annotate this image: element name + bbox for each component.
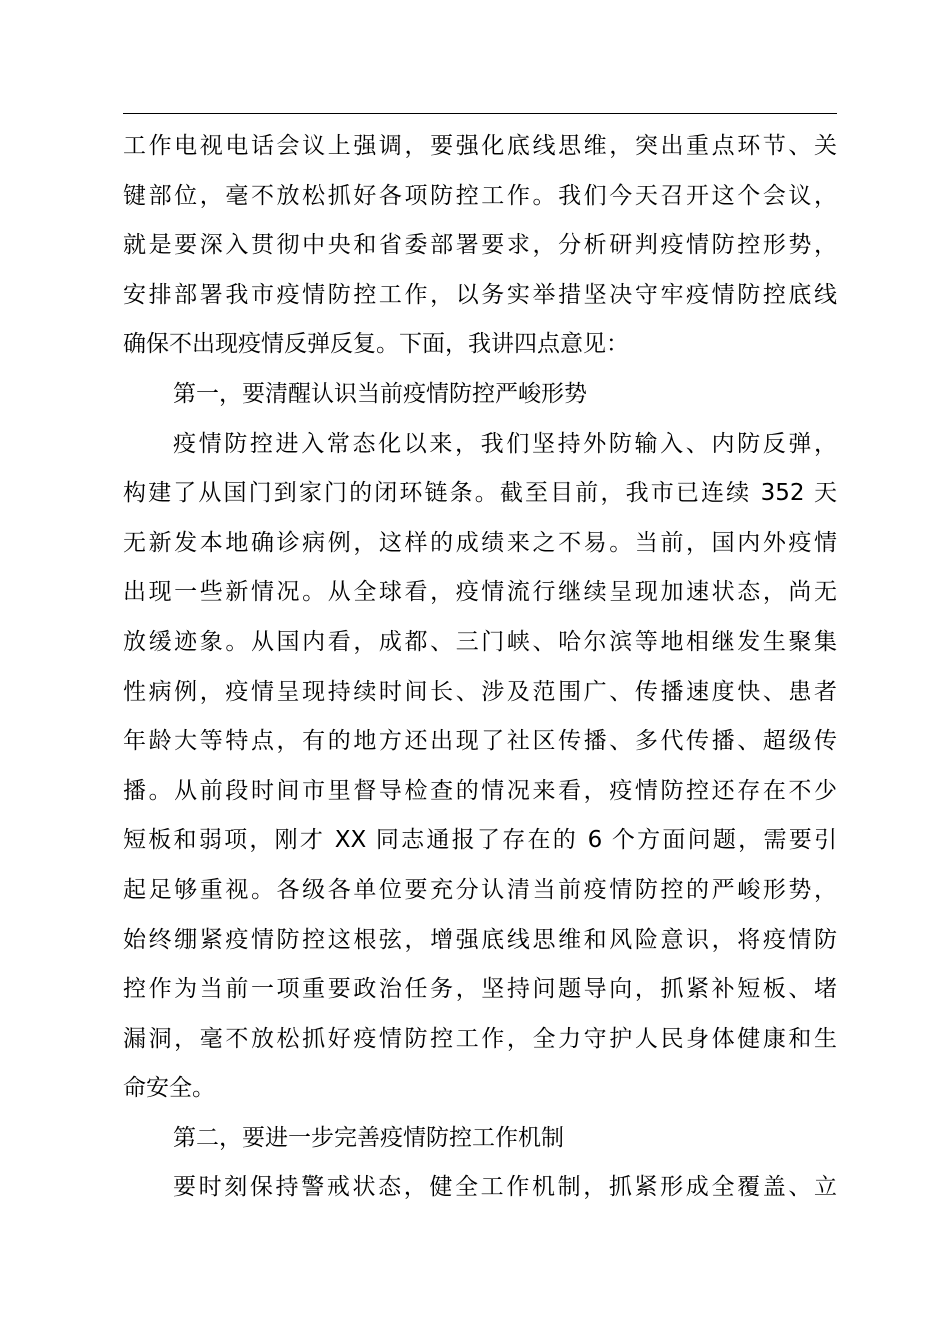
text-line: 漏洞，毫不放松抓好疫情防控工作，全力守护人民身体健康和生 bbox=[123, 1025, 837, 1052]
text-line: 安排部署我市疫情防控工作，以务实举措坚决守牢疫情防控底线 bbox=[123, 281, 837, 308]
text-line: 构建了从国门到家门的闭环链条。截至目前，我市已连续 352 天 bbox=[123, 480, 837, 507]
text-line: 短板和弱项，刚才 XX 同志通报了存在的 6 个方面问题，需要引 bbox=[123, 827, 837, 854]
text-line: 起足够重视。各级各单位要充分认清当前疫情防控的严峻形势， bbox=[123, 876, 837, 903]
text-line: 就是要深入贯彻中央和省委部署要求，分析研判疫情防控形势， bbox=[123, 232, 837, 259]
text-line: 控作为当前一项重要政治任务，坚持问题导向，抓紧补短板、堵 bbox=[123, 976, 837, 1003]
paragraph-1 bbox=[123, 420, 837, 1114]
text-line: 性病例，疫情呈现持续时间长、涉及范围广、传播速度快、患者 bbox=[123, 678, 837, 705]
paragraph-intro bbox=[123, 122, 837, 370]
text-line: 放缓迹象。从国内看，成都、三门峡、哈尔滨等地相继发生聚集 bbox=[123, 628, 837, 655]
text-line: 命安全。 bbox=[123, 1075, 215, 1102]
text-line: 无新发本地确诊病例，这样的成绩来之不易。当前，国内外疫情 bbox=[123, 529, 837, 556]
header-rule bbox=[123, 113, 837, 114]
paragraph-2 bbox=[123, 1163, 837, 1213]
text-line: 疫情防控进入常态化以来，我们坚持外防输入、内防反弹， bbox=[173, 430, 837, 457]
section-heading-2: 第二，要进一步完善疫情防控工作机制 bbox=[173, 1124, 564, 1151]
text-line: 年龄大等特点，有的地方还出现了社区传播、多代传播、超级传 bbox=[123, 728, 837, 755]
text-line: 工作电视电话会议上强调，要强化底线思维，突出重点环节、关 bbox=[123, 133, 837, 159]
text-line: 确保不出现疫情反弹反复。下面，我讲四点意见： bbox=[123, 331, 629, 358]
section-heading-1: 第一，要清醒认识当前疫情防控严峻形势 bbox=[173, 380, 587, 407]
text-line: 键部位，毫不放松抓好各项防控工作。我们今天召开这个会议， bbox=[123, 182, 837, 209]
document-body bbox=[123, 122, 837, 1213]
text-line: 要时刻保持警戒状态，健全工作机制，抓紧形成全覆盖、立 bbox=[173, 1174, 837, 1201]
text-line: 始终绷紧疫情防控这根弦，增强底线思维和风险意识，将疫情防 bbox=[123, 926, 837, 953]
text-line: 播。从前段时间市里督导检查的情况来看，疫情防控还存在不少 bbox=[123, 777, 837, 804]
text-line: 出现一些新情况。从全球看，疫情流行继续呈现加速状态，尚无 bbox=[123, 579, 837, 606]
